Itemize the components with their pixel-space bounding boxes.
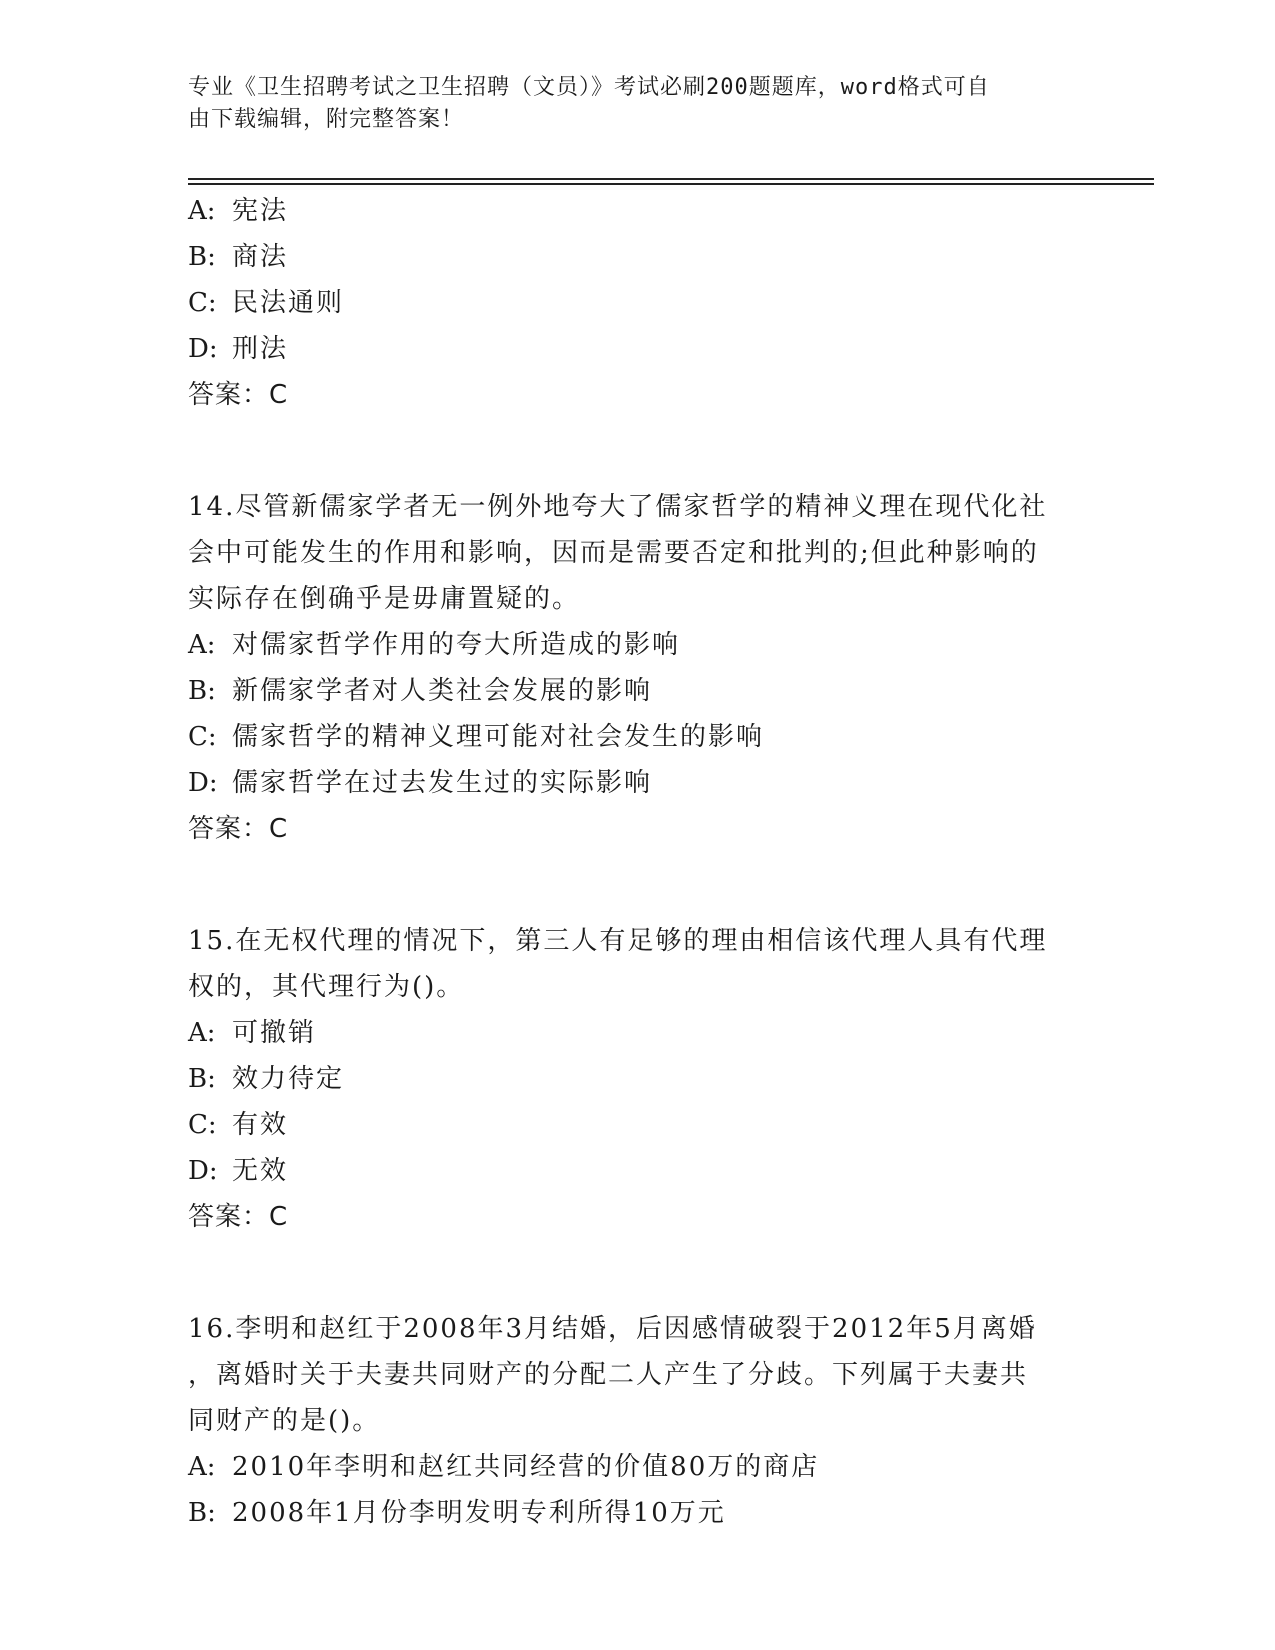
option-b — [188, 234, 1088, 280]
option-a — [188, 188, 1088, 234]
option-label: B: — [188, 242, 216, 272]
question-gap — [188, 418, 1088, 464]
question-16 — [188, 1306, 1088, 1536]
question-text-line: 权的，其代理行为()。 — [188, 972, 465, 1002]
option-text: 宪法 — [232, 196, 289, 226]
question-list — [188, 188, 1088, 1536]
option-c — [188, 1102, 1088, 1148]
question-text-line: 实际存在倒确乎是毋庸置疑的。 — [188, 584, 581, 614]
question-text-line: 16.李明和赵红于2008年3月结婚，后因感情破裂于2012年5月离婚 — [188, 1314, 1037, 1344]
option-b — [188, 1490, 1088, 1536]
question-14 — [188, 484, 1088, 852]
question-text-line: 15.在无权代理的情况下，第三人有足够的理由相信该代理人具有代理 — [188, 926, 1048, 956]
option-label: B: — [188, 676, 216, 706]
option-text: 儒家哲学的精神义理可能对社会发生的影响 — [232, 722, 765, 752]
option-text: 对儒家哲学作用的夸大所造成的影响 — [232, 630, 681, 660]
option-a — [188, 622, 1088, 668]
option-label: D: — [188, 334, 218, 364]
option-b — [188, 1056, 1088, 1102]
option-label: C: — [188, 288, 217, 318]
header-rule-bottom — [188, 183, 1154, 185]
question-13 — [188, 188, 1088, 418]
answer: 答案：C — [188, 814, 289, 844]
header-rule-top — [188, 178, 1154, 180]
question-text-line: 14.尽管新儒家学者无一例外地夸大了儒家哲学的精神义理在现代化社 — [188, 492, 1048, 522]
option-a — [188, 1010, 1088, 1056]
question-gap — [188, 1240, 1088, 1286]
option-label: C: — [188, 1110, 217, 1140]
option-d — [188, 1148, 1088, 1194]
option-c — [188, 280, 1088, 326]
question-text-line: 同财产的是()。 — [188, 1406, 381, 1436]
option-d — [188, 326, 1088, 372]
question-text-line: 会中可能发生的作用和影响，因而是需要否定和批判的;但此种影响的 — [188, 538, 1039, 568]
option-text: 2008年1月份李明发明专利所得10万元 — [232, 1498, 726, 1528]
answer: 答案：C — [188, 1202, 289, 1232]
option-text: 效力待定 — [232, 1064, 345, 1094]
option-c — [188, 714, 1088, 760]
header-line-1: 专业《卫生招聘考试之卫生招聘（文员）》考试必刷200题题库，word格式可自 — [188, 75, 990, 100]
option-label: A: — [188, 1452, 216, 1482]
option-text: 儒家哲学在过去发生过的实际影响 — [232, 768, 653, 798]
option-label: B: — [188, 1064, 216, 1094]
option-text: 新儒家学者对人类社会发展的影响 — [232, 676, 653, 706]
option-text: 刑法 — [232, 334, 289, 364]
option-text: 有效 — [232, 1110, 289, 1140]
option-label: A: — [188, 630, 216, 660]
option-text: 民法通则 — [232, 288, 345, 318]
header-line-2: 由下载编辑，附完整答案！ — [188, 107, 465, 132]
option-text: 可撤销 — [232, 1018, 317, 1048]
option-text: 2010年李明和赵红共同经营的价值80万的商店 — [232, 1452, 820, 1482]
question-15 — [188, 918, 1088, 1240]
option-label: D: — [188, 1156, 218, 1186]
option-label: B: — [188, 1498, 216, 1528]
option-label: C: — [188, 722, 217, 752]
option-a — [188, 1444, 1088, 1490]
option-label: A: — [188, 1018, 216, 1048]
answer: 答案：C — [188, 380, 289, 410]
option-text: 商法 — [232, 242, 289, 272]
option-label: D: — [188, 768, 218, 798]
question-text-line: ，离婚时关于夫妻共同财产的分配二人产生了分歧。下列属于夫妻共 — [188, 1360, 1029, 1390]
option-text: 无效 — [232, 1156, 289, 1186]
document-header — [188, 72, 1068, 136]
question-gap — [188, 852, 1088, 898]
option-label: A: — [188, 196, 216, 226]
option-b — [188, 668, 1088, 714]
option-d — [188, 760, 1088, 806]
